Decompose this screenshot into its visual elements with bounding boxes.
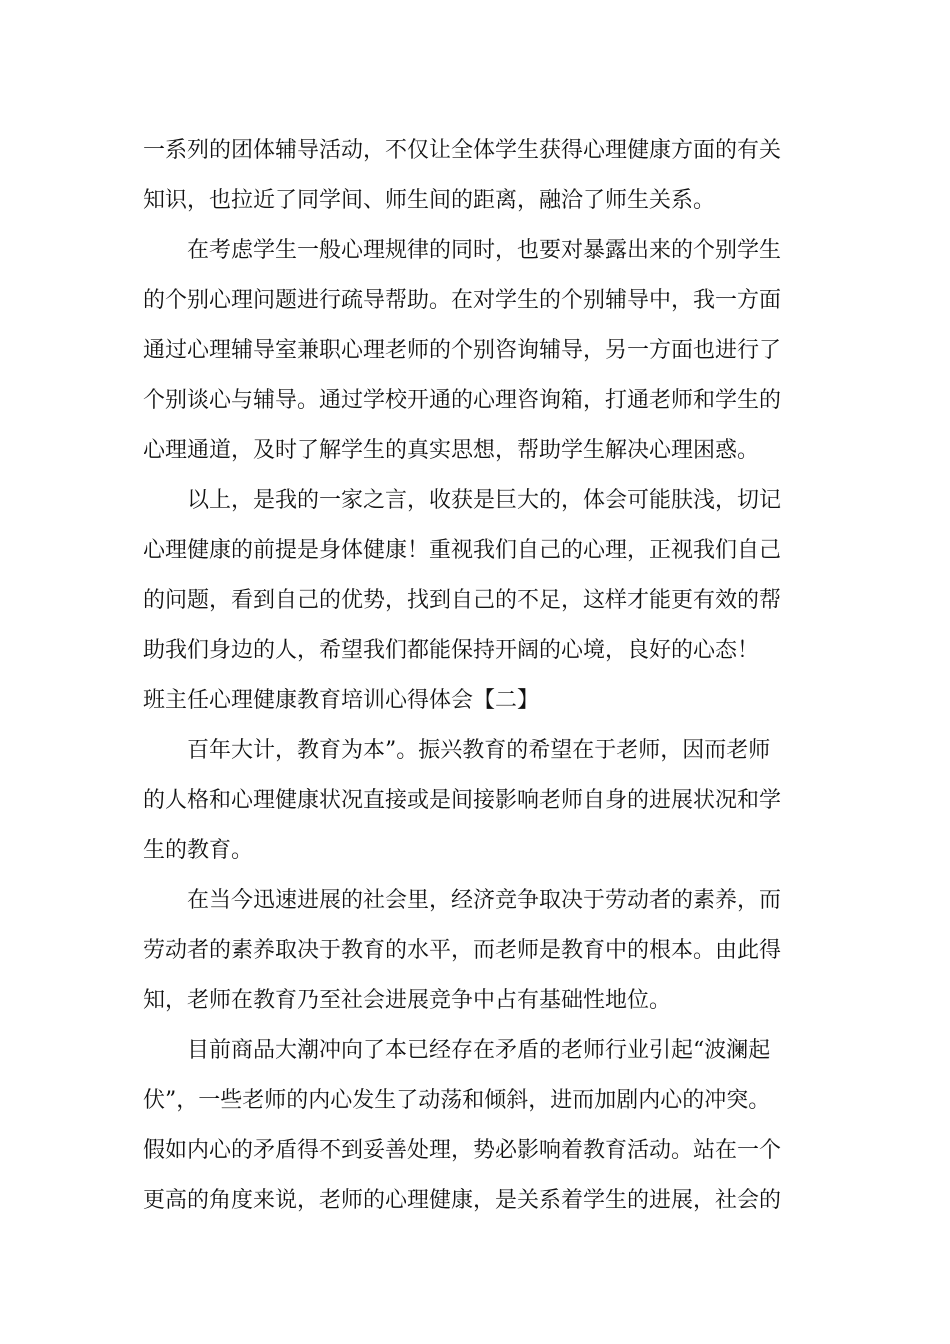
text-line: 知识，也拉近了同学间、师生间的距离，融洽了师生关系。 bbox=[143, 188, 716, 213]
text-line: 个别谈心与辅导。通过学校开通的心理咨询箱，打通老师和学生的 bbox=[143, 388, 782, 413]
text-line: 心理健康的前提是身体健康！重视我们自己的心理，正视我们自己 bbox=[143, 538, 782, 563]
text-line: 的个别心理问题进行疏导帮助。在对学生的个别辅导中，我一方面 bbox=[143, 288, 782, 313]
text-line: 在考虑学生一般心理规律的同时，也要对暴露出来的个别学生 bbox=[187, 238, 782, 263]
text-line: 在当今迅速进展的社会里，经济竞争取决于劳动者的素养，而 bbox=[187, 888, 782, 913]
paragraph-2 bbox=[143, 226, 807, 476]
section-paragraph-3 bbox=[143, 1026, 807, 1226]
text-line: 的问题，看到自己的优势，找到自己的不足，这样才能更有效的帮 bbox=[143, 588, 782, 613]
text-line: 的人格和心理健康状况直接或是间接影响老师自身的进展状况和学 bbox=[143, 788, 782, 813]
paragraph-1 bbox=[143, 126, 807, 226]
section-paragraph-1 bbox=[143, 726, 807, 876]
text-line: 生的教育。 bbox=[143, 838, 254, 863]
text-line: 知，老师在教育乃至社会进展竞争中占有基础性地位。 bbox=[143, 988, 672, 1013]
text-line: 目前商品大潮冲向了本已经存在矛盾的老师行业引起“波澜起 bbox=[187, 1038, 771, 1063]
paragraph-3 bbox=[143, 476, 807, 676]
text-line: 助我们身边的人，希望我们都能保持开阔的心境，良好的心态！ bbox=[143, 638, 760, 663]
text-line: 更高的角度来说，老师的心理健康，是关系着学生的进展，社会的 bbox=[143, 1188, 782, 1213]
section-heading: 班主任心理健康教育培训心得体会【二】 bbox=[143, 688, 540, 713]
document-body bbox=[143, 126, 807, 1226]
text-line: 以上，是我的一家之言，收获是巨大的，体会可能肤浅，切记 bbox=[187, 488, 782, 513]
text-line: 一系列的团体辅导活动，不仅让全体学生获得心理健康方面的有关 bbox=[143, 138, 782, 163]
text-line: 伏”，一些老师的内心发生了动荡和倾斜，进而加剧内心的冲突。 bbox=[143, 1088, 771, 1113]
text-line: 百年大计，教育为本”。振兴教育的希望在于老师，因而老师 bbox=[187, 738, 771, 763]
text-line: 假如内心的矛盾得不到妥善处理，势必影响着教育活动。站在一个 bbox=[143, 1138, 782, 1163]
text-line: 通过心理辅导室兼职心理老师的个别咨询辅导，另一方面也进行了 bbox=[143, 338, 782, 363]
text-line: 劳动者的素养取决于教育的水平，而老师是教育中的根本。由此得 bbox=[143, 938, 782, 963]
text-line: 心理通道，及时了解学生的真实思想，帮助学生解决心理困惑。 bbox=[143, 438, 760, 463]
section-paragraph-2 bbox=[143, 876, 807, 1026]
